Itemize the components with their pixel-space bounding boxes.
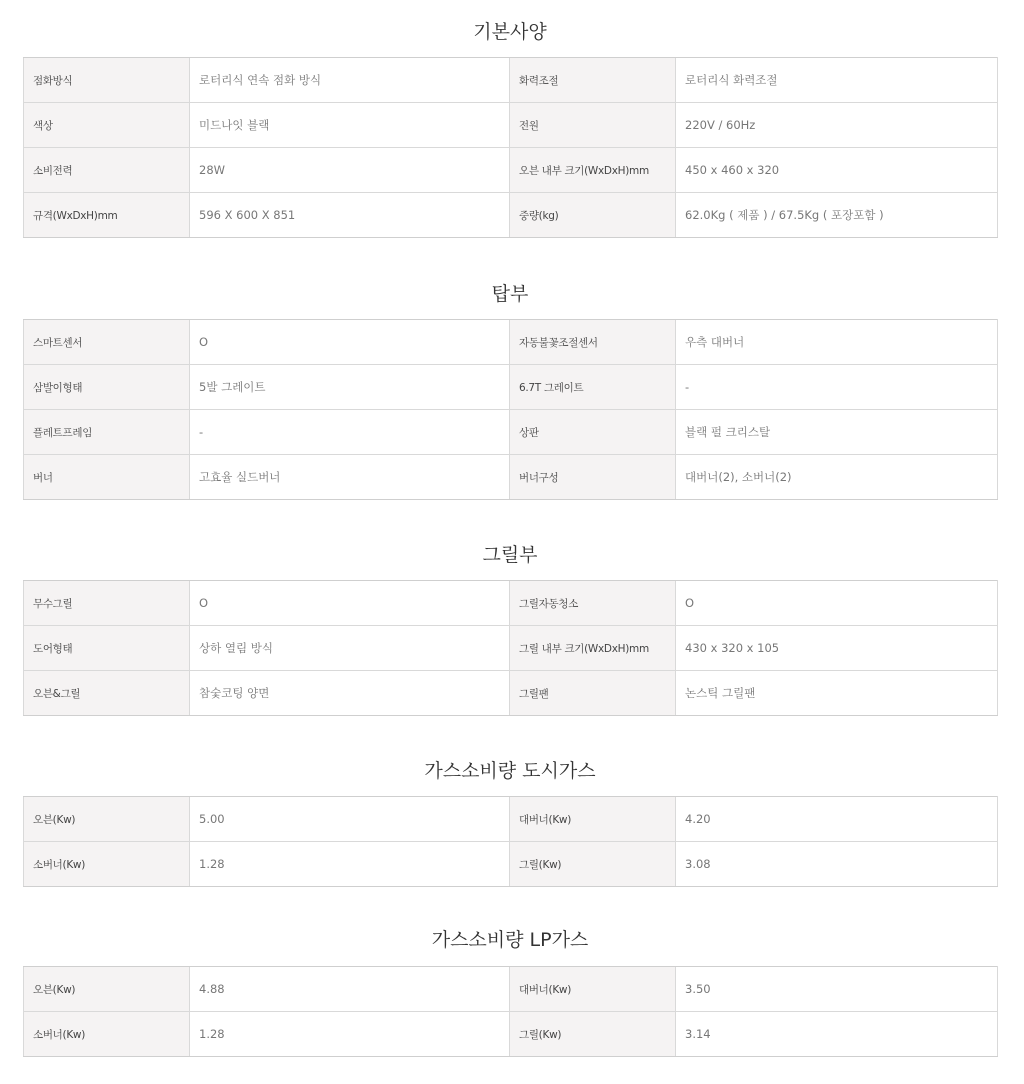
spec-label: 버너 (24, 455, 190, 500)
spec-table (23, 580, 998, 716)
spec-label: 오븐(Kw) (24, 967, 190, 1012)
spec-label: 버너구성 (510, 455, 676, 500)
spec-label: 플레트프레임 (24, 410, 190, 455)
spec-label: 도어형태 (24, 626, 190, 671)
section-title: 탑부 (491, 283, 529, 305)
spec-label: 오븐&그릴 (24, 671, 190, 716)
spec-value: 4.20 (676, 797, 998, 842)
spec-label: 대버너(Kw) (510, 967, 676, 1012)
spec-label: 자동불꽃조절센서 (510, 320, 676, 365)
spec-value: 블랙 펄 크리스탈 (676, 410, 998, 455)
spec-label: 소버너(Kw) (24, 842, 190, 887)
spec-value: 3.08 (676, 842, 998, 887)
spec-value: 로터리식 화력조절 (676, 58, 998, 103)
spec-label: 색상 (24, 103, 190, 148)
section-title: 그릴부 (482, 544, 538, 566)
section-title: 가스소비량 도시가스 (424, 760, 596, 782)
spec-value: 미드나잇 블랙 (190, 103, 510, 148)
spec-label: 규격(WxDxH)mm (24, 193, 190, 238)
table-row (24, 148, 998, 193)
spec-value: 28W (190, 148, 510, 193)
spec-label: 오븐 내부 크기(WxDxH)mm (510, 148, 676, 193)
spec-value: 참숯코팅 양면 (190, 671, 510, 716)
spec-value: 우측 대버너 (676, 320, 998, 365)
spec-value: O (676, 581, 998, 626)
spec-value: 3.14 (676, 1012, 998, 1057)
table-row (24, 581, 998, 626)
spec-value: 상하 열림 방식 (190, 626, 510, 671)
spec-label: 그릴(Kw) (510, 842, 676, 887)
spec-label: 그릴 내부 크기(WxDxH)mm (510, 626, 676, 671)
spec-table (23, 57, 998, 238)
spec-value: O (190, 320, 510, 365)
table-row (24, 1012, 998, 1057)
spec-label: 그릴자동청소 (510, 581, 676, 626)
spec-value: O (190, 581, 510, 626)
spec-table (23, 796, 998, 887)
spec-label: 삼발이형태 (24, 365, 190, 410)
table-row (24, 193, 998, 238)
spec-value: 로터리식 연속 점화 방식 (190, 58, 510, 103)
spec-label: 스마트센서 (24, 320, 190, 365)
spec-label: 오븐(Kw) (24, 797, 190, 842)
spec-value: - (676, 365, 998, 410)
spec-label: 대버너(Kw) (510, 797, 676, 842)
spec-label: 상판 (510, 410, 676, 455)
spec-value: - (190, 410, 510, 455)
spec-value: 450 x 460 x 320 (676, 148, 998, 193)
spec-value: 4.88 (190, 967, 510, 1012)
table-row (24, 455, 998, 500)
spec-value: 62.0Kg ( 제품 ) / 67.5Kg ( 포장포함 ) (676, 193, 998, 238)
spec-value: 5.00 (190, 797, 510, 842)
section-title: 기본사양 (473, 21, 547, 43)
spec-table (23, 966, 998, 1057)
table-row (24, 626, 998, 671)
spec-label: 점화방식 (24, 58, 190, 103)
spec-label: 화력조절 (510, 58, 676, 103)
spec-label: 소버너(Kw) (24, 1012, 190, 1057)
table-row (24, 410, 998, 455)
spec-value: 5발 그레이트 (190, 365, 510, 410)
spec-value: 596 X 600 X 851 (190, 193, 510, 238)
spec-value: 430 x 320 x 105 (676, 626, 998, 671)
spec-value: 220V / 60Hz (676, 103, 998, 148)
spec-value: 1.28 (190, 842, 510, 887)
spec-value: 고효율 실드버너 (190, 455, 510, 500)
spec-table (23, 319, 998, 500)
spec-label: 무수그릴 (24, 581, 190, 626)
table-row (24, 967, 998, 1012)
table-row (24, 103, 998, 148)
spec-value: 논스틱 그릴팬 (676, 671, 998, 716)
table-row (24, 58, 998, 103)
spec-label: 그릴팬 (510, 671, 676, 716)
spec-label: 전원 (510, 103, 676, 148)
spec-label: 소비전력 (24, 148, 190, 193)
section-title: 가스소비량 LP가스 (431, 929, 589, 951)
spec-value: 대버너(2), 소버너(2) (676, 455, 998, 500)
table-row (24, 842, 998, 887)
table-row (24, 671, 998, 716)
spec-value: 1.28 (190, 1012, 510, 1057)
table-row (24, 320, 998, 365)
spec-label: 중량(kg) (510, 193, 676, 238)
spec-label: 그릴(Kw) (510, 1012, 676, 1057)
spec-value: 3.50 (676, 967, 998, 1012)
table-row (24, 365, 998, 410)
table-row (24, 797, 998, 842)
spec-label: 6.7T 그레이트 (510, 365, 676, 410)
